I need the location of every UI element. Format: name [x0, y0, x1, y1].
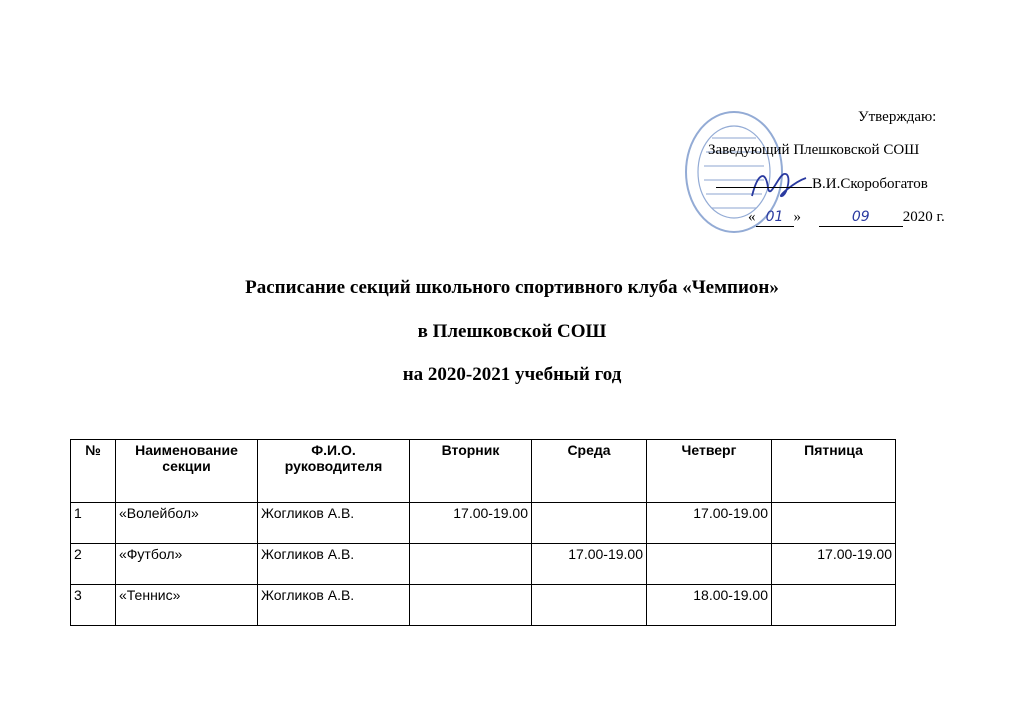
header-num: № [71, 440, 116, 503]
header-friday: Пятница [772, 440, 896, 503]
date-year: 2020 г. [902, 209, 945, 225]
header-tuesday: Вторник [410, 440, 532, 503]
cell-thursday [647, 544, 772, 585]
position-label: Заведующий Плешковской СОШ [708, 142, 920, 158]
title-line-1: Расписание секций школьного спортивного клуба «Чемпион» [245, 277, 779, 298]
cell-section: «Теннис» [116, 585, 258, 626]
cell-wednesday: 17.00-19.00 [532, 544, 647, 585]
open-quote: « [748, 209, 756, 225]
cell-wednesday [532, 585, 647, 626]
cell-leader: Жогликов А.В. [258, 544, 410, 585]
date-day: 01 [756, 209, 794, 227]
title-line-3: на 2020-2021 учебный год [402, 364, 622, 385]
table-row [71, 503, 896, 544]
cell-section: «Футбол» [116, 544, 258, 585]
cell-leader: Жогликов А.В. [258, 503, 410, 544]
director-name: В.И.Скоробогатов [812, 176, 928, 192]
cell-tuesday: 17.00-19.00 [410, 503, 532, 544]
header-section: Наименование секции [116, 440, 258, 503]
cell-leader: Жогликов А.В. [258, 585, 410, 626]
approval-block [0, 0, 1024, 240]
header-thursday: Четверг [647, 440, 772, 503]
cell-tuesday [410, 585, 532, 626]
cell-num: 1 [71, 503, 116, 544]
cell-tuesday [410, 544, 532, 585]
cell-wednesday [532, 503, 647, 544]
signature-blank [716, 187, 812, 188]
table-row [71, 544, 896, 585]
date-month: 09 [819, 209, 903, 227]
close-quote: » [793, 209, 801, 225]
header-leader: Ф.И.О. руководителя [258, 440, 410, 503]
cell-thursday: 18.00-19.00 [647, 585, 772, 626]
cell-thursday: 17.00-19.00 [647, 503, 772, 544]
cell-friday: 17.00-19.00 [772, 544, 896, 585]
cell-section: «Волейбол» [116, 503, 258, 544]
date-line [748, 209, 945, 227]
cell-friday [772, 585, 896, 626]
title-line-2: в Плешковской СОШ [417, 321, 607, 342]
cell-friday [772, 503, 896, 544]
header-wednesday: Среда [532, 440, 647, 503]
cell-num: 3 [71, 585, 116, 626]
director-line [716, 176, 928, 193]
schedule-table [70, 439, 896, 626]
table-header-row [71, 440, 896, 503]
cell-num: 2 [71, 544, 116, 585]
table-row [71, 585, 896, 626]
approve-label: Утверждаю: [858, 109, 937, 125]
